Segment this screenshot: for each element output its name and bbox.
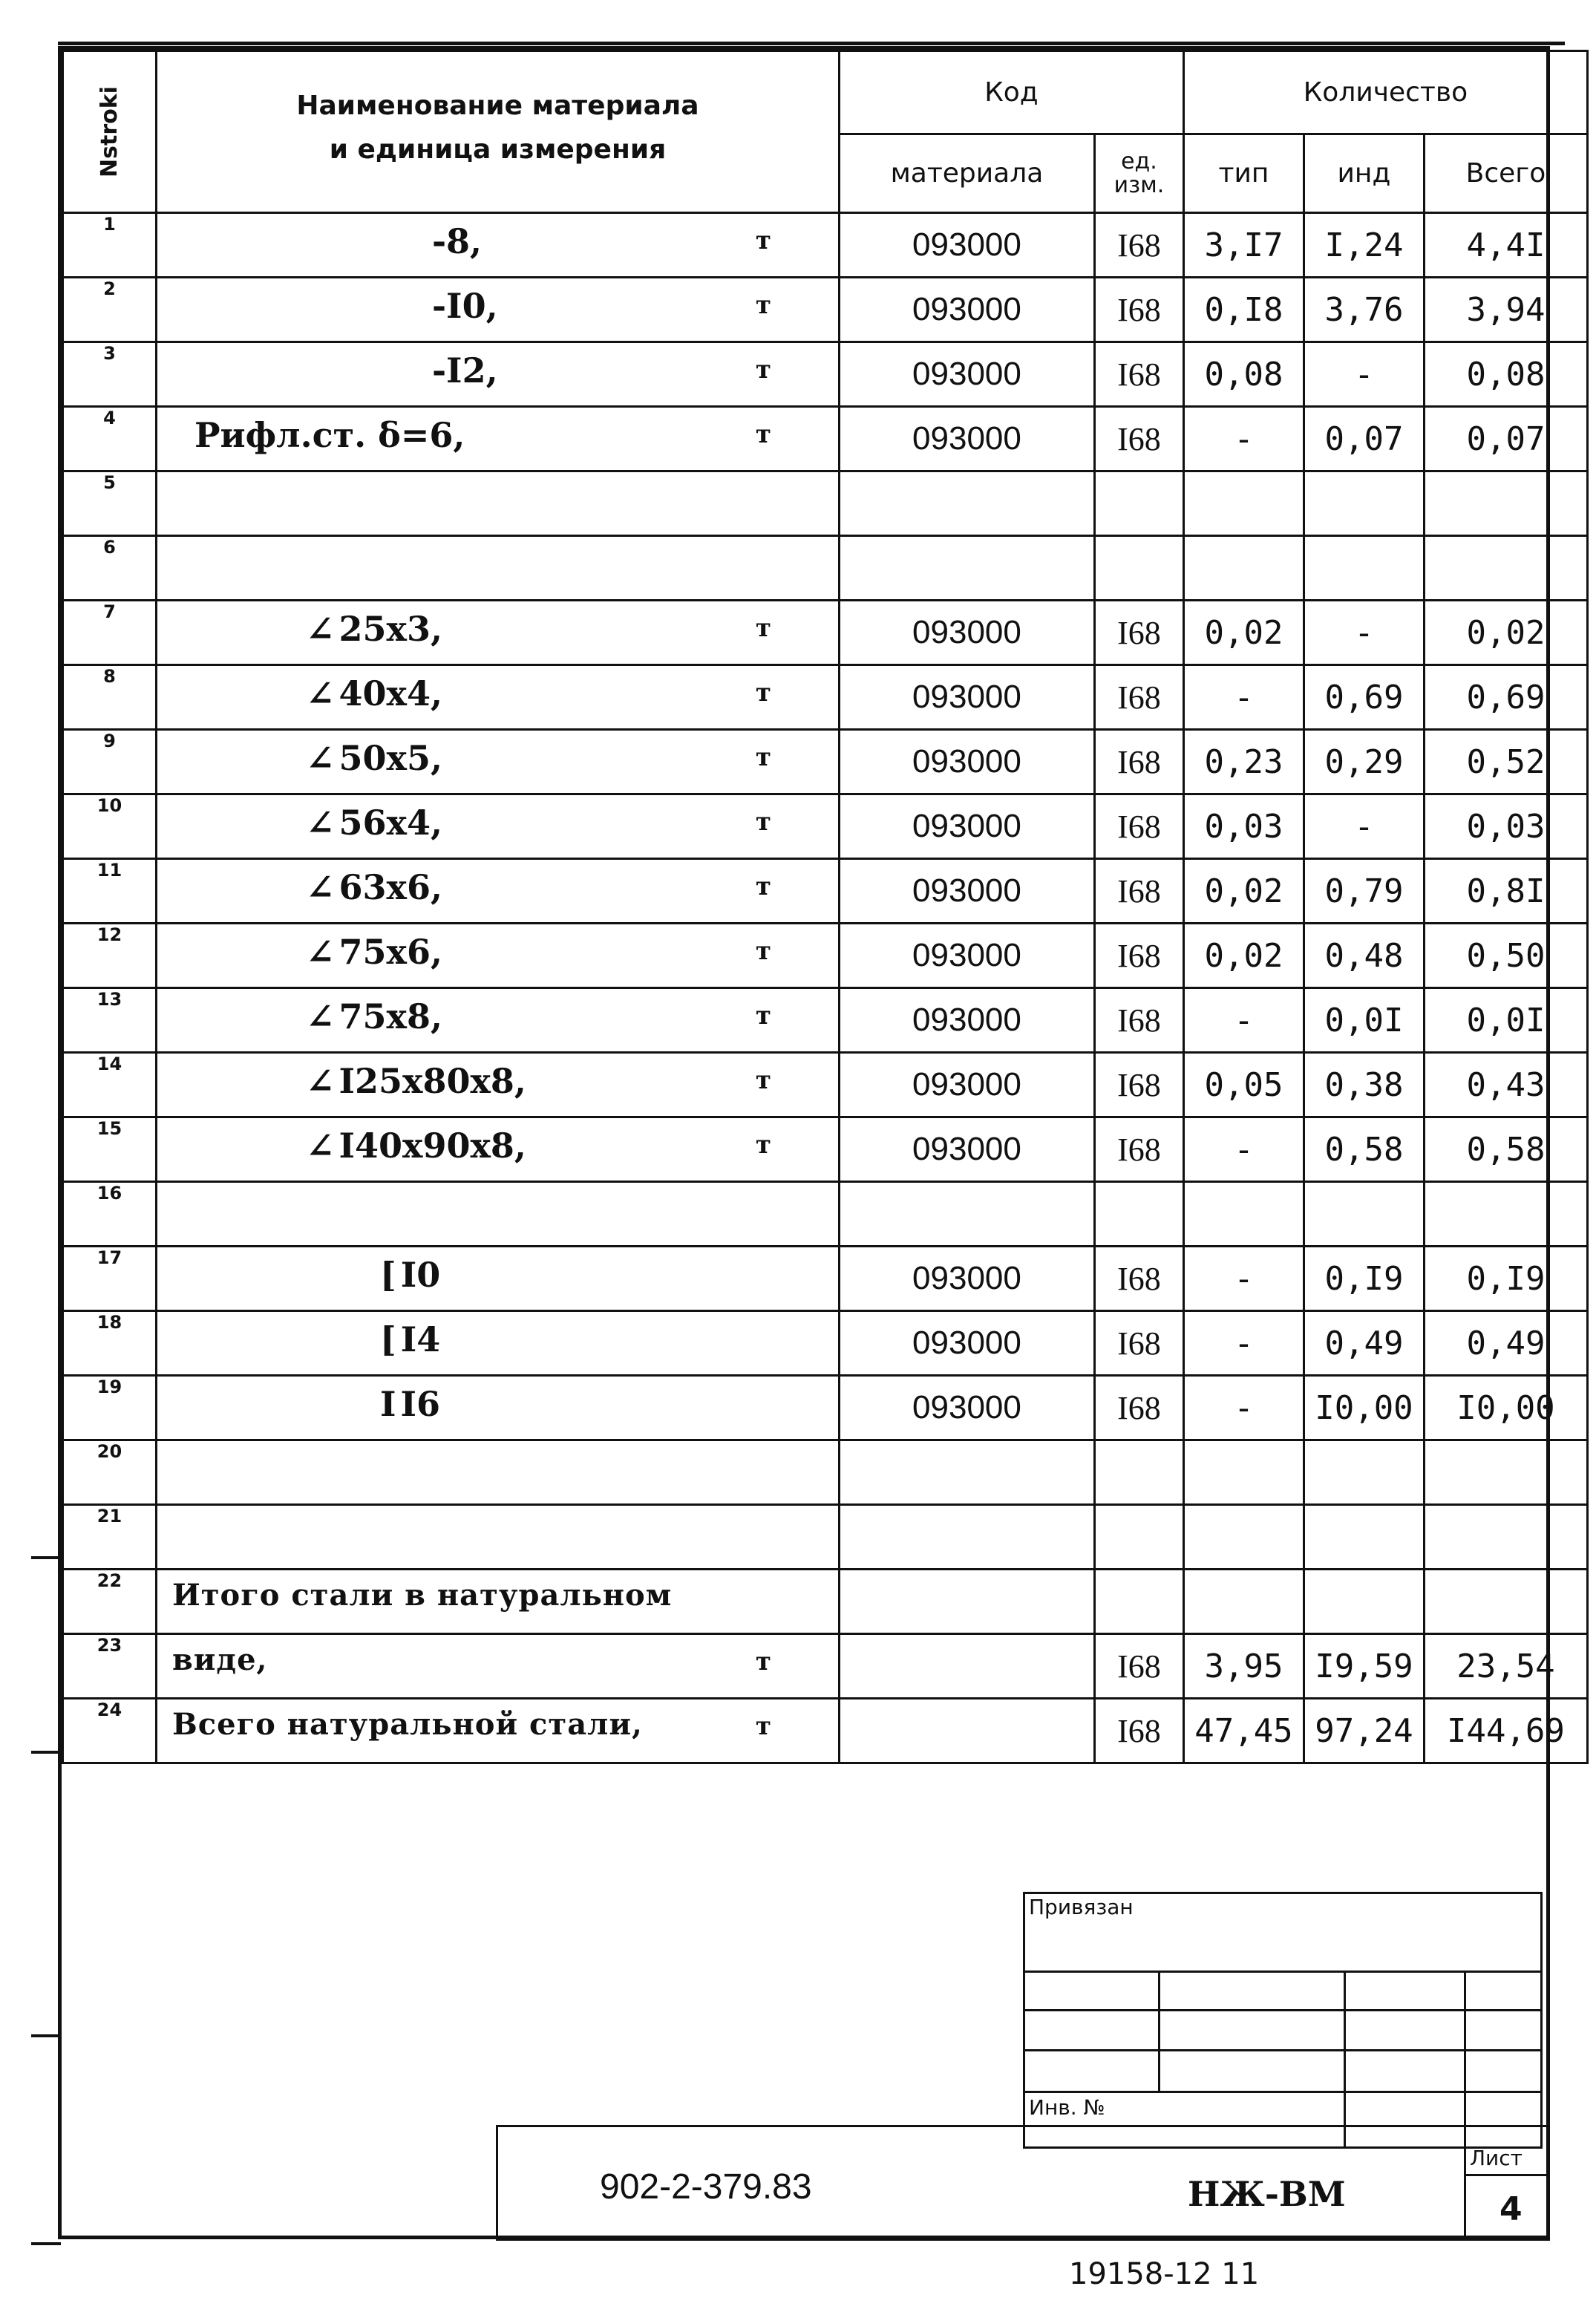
table-row bbox=[63, 1117, 1588, 1182]
unit-mark: т bbox=[755, 226, 771, 255]
unit-code: I68 bbox=[1094, 859, 1183, 924]
material-name bbox=[156, 1117, 839, 1182]
profile-symbol-icon: ∠ bbox=[305, 996, 335, 1036]
row-number: 14 bbox=[63, 1053, 157, 1117]
stamp-line bbox=[1158, 1970, 1160, 2091]
unit-code bbox=[1094, 471, 1183, 536]
material-code: 093000 bbox=[839, 601, 1094, 665]
material-code: 093000 bbox=[839, 278, 1094, 342]
qty-ind: 3,76 bbox=[1304, 278, 1424, 342]
unit-code: I68 bbox=[1094, 1376, 1183, 1440]
material-header: материала bbox=[839, 134, 1094, 213]
qty-typ: 3,95 bbox=[1183, 1634, 1304, 1699]
unit-header: ед. изм. bbox=[1094, 134, 1183, 213]
materials-table bbox=[62, 50, 1589, 1764]
row-number: 17 bbox=[63, 1247, 157, 1311]
qty-total: 0,52 bbox=[1424, 730, 1587, 794]
material-name bbox=[156, 601, 839, 665]
row-number: 6 bbox=[63, 536, 157, 601]
material-name bbox=[156, 1182, 839, 1247]
margin-tick bbox=[31, 2034, 61, 2037]
material-label: Рифл.ст. δ=6, bbox=[194, 415, 465, 455]
qty-ind bbox=[1304, 1570, 1424, 1634]
unit-mark: т bbox=[755, 936, 771, 966]
row-number: 3 bbox=[63, 342, 157, 407]
qty-total: 0,50 bbox=[1424, 924, 1587, 988]
code-header: Код bbox=[839, 51, 1183, 134]
qty-total: 0,02 bbox=[1424, 601, 1587, 665]
qty-typ: 0,03 bbox=[1183, 794, 1304, 859]
unit-mark: т bbox=[755, 419, 771, 449]
qty-ind bbox=[1304, 471, 1424, 536]
material-code: 093000 bbox=[839, 342, 1094, 407]
qty-total: I44,69 bbox=[1424, 1699, 1587, 1763]
title-block-divider bbox=[1464, 2174, 1550, 2176]
table-row bbox=[63, 601, 1588, 665]
qty-typ: - bbox=[1183, 1311, 1304, 1376]
material-label: 56x4, bbox=[339, 803, 442, 843]
unit-code: I68 bbox=[1094, 342, 1183, 407]
material-name bbox=[156, 1699, 839, 1763]
qty-total: 0,I9 bbox=[1424, 1247, 1587, 1311]
qty-total: 0,08 bbox=[1424, 342, 1587, 407]
top-border-line bbox=[58, 42, 1565, 45]
table-row bbox=[63, 213, 1588, 278]
qty-total: 23,54 bbox=[1424, 1634, 1587, 1699]
qty-ind: 0,48 bbox=[1304, 924, 1424, 988]
unit-mark: т bbox=[755, 1647, 771, 1676]
material-code: 093000 bbox=[839, 859, 1094, 924]
profile-symbol-icon: ∠ bbox=[305, 867, 335, 907]
material-name bbox=[156, 988, 839, 1053]
material-code: 093000 bbox=[839, 794, 1094, 859]
material-name bbox=[156, 278, 839, 342]
qty-ind: I0,00 bbox=[1304, 1376, 1424, 1440]
row-number: 2 bbox=[63, 278, 157, 342]
table-row bbox=[63, 407, 1588, 471]
material-name bbox=[156, 1376, 839, 1440]
row-number: 4 bbox=[63, 407, 157, 471]
row-number: 5 bbox=[63, 471, 157, 536]
table-row bbox=[63, 1505, 1588, 1570]
profile-symbol-icon: ∠ bbox=[305, 932, 335, 972]
qty-total: 4,4I bbox=[1424, 213, 1587, 278]
table-row bbox=[63, 1699, 1588, 1763]
material-code: 093000 bbox=[839, 988, 1094, 1053]
qty-ind: 97,24 bbox=[1304, 1699, 1424, 1763]
qty-typ bbox=[1183, 1505, 1304, 1570]
material-code bbox=[839, 1182, 1094, 1247]
qty-ind bbox=[1304, 1505, 1424, 1570]
qty-total: 0,49 bbox=[1424, 1311, 1587, 1376]
qty-ind: I9,59 bbox=[1304, 1634, 1424, 1699]
unit-mark: т bbox=[755, 1130, 771, 1160]
qty-typ: - bbox=[1183, 407, 1304, 471]
unit-code: I68 bbox=[1094, 1634, 1183, 1699]
unit-code bbox=[1094, 1182, 1183, 1247]
qty-ind bbox=[1304, 536, 1424, 601]
material-label: -I2, bbox=[431, 350, 498, 391]
unit-code: I68 bbox=[1094, 730, 1183, 794]
table-row bbox=[63, 1247, 1588, 1311]
table-row bbox=[63, 278, 1588, 342]
material-code bbox=[839, 1699, 1094, 1763]
material-label: I4 bbox=[400, 1319, 441, 1359]
material-name bbox=[156, 1440, 839, 1505]
unit-code: I68 bbox=[1094, 1053, 1183, 1117]
unit-mark: т bbox=[755, 1001, 771, 1031]
stamp-line bbox=[1464, 1970, 1466, 2149]
row-number: 16 bbox=[63, 1182, 157, 1247]
material-name bbox=[156, 1634, 839, 1699]
material-label: I40x90x8, bbox=[339, 1126, 526, 1166]
unit-code: I68 bbox=[1094, 601, 1183, 665]
qty-ind: I,24 bbox=[1304, 213, 1424, 278]
material-name bbox=[156, 1505, 839, 1570]
margin-tick bbox=[31, 1556, 61, 1559]
material-label: I25x80x8, bbox=[339, 1061, 526, 1101]
table-row bbox=[63, 1634, 1588, 1699]
unit-code: I68 bbox=[1094, 1699, 1183, 1763]
qty-typ: 0,05 bbox=[1183, 1053, 1304, 1117]
row-number: 19 bbox=[63, 1376, 157, 1440]
sheet-label: Лист bbox=[1470, 2146, 1523, 2170]
material-label: Итого стали в натуральном bbox=[171, 1578, 673, 1613]
unit-code bbox=[1094, 536, 1183, 601]
material-label: I6 bbox=[400, 1384, 441, 1424]
material-label: -I0, bbox=[431, 286, 498, 326]
ind-header: инд bbox=[1304, 134, 1424, 213]
unit-mark: т bbox=[755, 872, 771, 901]
qty-total bbox=[1424, 471, 1587, 536]
qty-total bbox=[1424, 1182, 1587, 1247]
qty-total: 3,94 bbox=[1424, 278, 1587, 342]
profile-symbol-icon: ∠ bbox=[305, 803, 335, 843]
profile-symbol-icon: I bbox=[379, 1384, 396, 1424]
unit-code bbox=[1094, 1570, 1183, 1634]
material-label: 25x3, bbox=[339, 609, 442, 649]
margin-tick bbox=[31, 2242, 61, 2245]
row-number: 21 bbox=[63, 1505, 157, 1570]
row-number: 12 bbox=[63, 924, 157, 988]
table-row bbox=[63, 471, 1588, 536]
material-name bbox=[156, 407, 839, 471]
qty-ind: 0,69 bbox=[1304, 665, 1424, 730]
qty-total: 0,0I bbox=[1424, 988, 1587, 1053]
row-number: 1 bbox=[63, 213, 157, 278]
material-name bbox=[156, 1247, 839, 1311]
table-row bbox=[63, 342, 1588, 407]
qty-total bbox=[1424, 1440, 1587, 1505]
material-label: 40x4, bbox=[339, 673, 442, 714]
qty-typ: 0,02 bbox=[1183, 859, 1304, 924]
table-row bbox=[63, 1311, 1588, 1376]
material-code bbox=[839, 471, 1094, 536]
material-label: 75x6, bbox=[339, 932, 442, 972]
unit-code: I68 bbox=[1094, 988, 1183, 1053]
row-number: 8 bbox=[63, 665, 157, 730]
qty-ind: 0,07 bbox=[1304, 407, 1424, 471]
material-code bbox=[839, 536, 1094, 601]
document-mark: НЖ-ВМ bbox=[1188, 2174, 1346, 2214]
qty-total: I0,00 bbox=[1424, 1376, 1587, 1440]
document-code: 902-2-379.83 bbox=[600, 2167, 812, 2207]
material-code: 093000 bbox=[839, 1376, 1094, 1440]
total-header: Всего bbox=[1424, 134, 1587, 213]
qty-total bbox=[1424, 1570, 1587, 1634]
qty-ind: 0,0I bbox=[1304, 988, 1424, 1053]
stamp-line bbox=[1344, 1970, 1346, 2149]
material-code: 093000 bbox=[839, 407, 1094, 471]
unit-code: I68 bbox=[1094, 924, 1183, 988]
table-row bbox=[63, 859, 1588, 924]
qty-typ: 0,02 bbox=[1183, 924, 1304, 988]
material-name bbox=[156, 859, 839, 924]
material-label: -8, bbox=[431, 221, 483, 261]
material-name bbox=[156, 924, 839, 988]
row-number: 11 bbox=[63, 859, 157, 924]
qty-ind: - bbox=[1304, 794, 1424, 859]
qty-typ bbox=[1183, 471, 1304, 536]
qty-total: 0,43 bbox=[1424, 1053, 1587, 1117]
unit-mark: т bbox=[755, 1065, 771, 1095]
profile-symbol-icon: ∠ bbox=[305, 1126, 335, 1166]
material-name bbox=[156, 665, 839, 730]
quantity-header: Количество bbox=[1183, 51, 1587, 134]
title-block-divider bbox=[1464, 2125, 1466, 2241]
unit-code: I68 bbox=[1094, 665, 1183, 730]
qty-ind: - bbox=[1304, 601, 1424, 665]
material-code: 093000 bbox=[839, 730, 1094, 794]
material-code bbox=[839, 1440, 1094, 1505]
row-number: 22 bbox=[63, 1570, 157, 1634]
name-header: Наименование материала и единица измерения bbox=[156, 51, 839, 213]
profile-symbol-icon: [ bbox=[379, 1255, 396, 1295]
material-label: 75x8, bbox=[339, 996, 442, 1036]
profile-symbol-icon: ∠ bbox=[305, 1061, 335, 1101]
qty-typ: - bbox=[1183, 988, 1304, 1053]
qty-total: 0,8I bbox=[1424, 859, 1587, 924]
material-name bbox=[156, 1311, 839, 1376]
qty-ind: 0,49 bbox=[1304, 1311, 1424, 1376]
qty-ind: 0,29 bbox=[1304, 730, 1424, 794]
unit-code: I68 bbox=[1094, 213, 1183, 278]
material-code: 093000 bbox=[839, 924, 1094, 988]
qty-typ: - bbox=[1183, 665, 1304, 730]
typ-header: тип bbox=[1183, 134, 1304, 213]
qty-ind: 0,38 bbox=[1304, 1053, 1424, 1117]
row-number: 10 bbox=[63, 794, 157, 859]
rows-header: Nstroki bbox=[63, 51, 157, 213]
qty-total: 0,58 bbox=[1424, 1117, 1587, 1182]
material-label: I0 bbox=[400, 1255, 441, 1295]
unit-code: I68 bbox=[1094, 1311, 1183, 1376]
row-number: 20 bbox=[63, 1440, 157, 1505]
unit-mark: т bbox=[755, 613, 771, 643]
row-number: 15 bbox=[63, 1117, 157, 1182]
material-name bbox=[156, 730, 839, 794]
qty-typ bbox=[1183, 536, 1304, 601]
material-name bbox=[156, 342, 839, 407]
unit-mark: т bbox=[755, 290, 771, 320]
table-row bbox=[63, 665, 1588, 730]
table-row bbox=[63, 1053, 1588, 1117]
qty-total bbox=[1424, 536, 1587, 601]
unit-code: I68 bbox=[1094, 407, 1183, 471]
row-number: 7 bbox=[63, 601, 157, 665]
material-code bbox=[839, 1570, 1094, 1634]
qty-typ bbox=[1183, 1570, 1304, 1634]
unit-mark: т bbox=[755, 807, 771, 837]
table-row bbox=[63, 988, 1588, 1053]
material-code: 093000 bbox=[839, 665, 1094, 730]
qty-ind: 0,58 bbox=[1304, 1117, 1424, 1182]
material-name bbox=[156, 536, 839, 601]
material-name bbox=[156, 1053, 839, 1117]
qty-typ: 0,I8 bbox=[1183, 278, 1304, 342]
unit-mark: т bbox=[755, 355, 771, 385]
qty-typ: - bbox=[1183, 1247, 1304, 1311]
unit-mark: т bbox=[755, 742, 771, 772]
qty-ind bbox=[1304, 1182, 1424, 1247]
qty-typ: 0,02 bbox=[1183, 601, 1304, 665]
profile-symbol-icon: [ bbox=[379, 1319, 396, 1359]
table-row bbox=[63, 1570, 1588, 1634]
material-name bbox=[156, 794, 839, 859]
material-name bbox=[156, 213, 839, 278]
table-row bbox=[63, 1376, 1588, 1440]
table-row bbox=[63, 1182, 1588, 1247]
table-row bbox=[63, 1440, 1588, 1505]
unit-code bbox=[1094, 1505, 1183, 1570]
qty-ind bbox=[1304, 1440, 1424, 1505]
table-row bbox=[63, 924, 1588, 988]
material-label: 50x5, bbox=[339, 738, 442, 778]
qty-typ: 47,45 bbox=[1183, 1699, 1304, 1763]
qty-typ: - bbox=[1183, 1376, 1304, 1440]
qty-total: 0,03 bbox=[1424, 794, 1587, 859]
material-label: 63x6, bbox=[339, 867, 442, 907]
profile-symbol-icon: ∠ bbox=[305, 738, 335, 778]
material-code: 093000 bbox=[839, 1247, 1094, 1311]
sheet-number: 4 bbox=[1499, 2190, 1523, 2228]
qty-typ: - bbox=[1183, 1117, 1304, 1182]
qty-typ: 0,08 bbox=[1183, 342, 1304, 407]
profile-symbol-icon: ∠ bbox=[305, 673, 335, 714]
qty-total: 0,69 bbox=[1424, 665, 1587, 730]
profile-symbol-icon: ∠ bbox=[305, 609, 335, 649]
table-row bbox=[63, 730, 1588, 794]
unit-mark: т bbox=[755, 678, 771, 708]
material-name bbox=[156, 1570, 839, 1634]
qty-typ bbox=[1183, 1182, 1304, 1247]
margin-tick bbox=[31, 1751, 61, 1754]
unit-mark: т bbox=[755, 1711, 771, 1741]
row-number: 18 bbox=[63, 1311, 157, 1376]
row-number: 24 bbox=[63, 1699, 157, 1763]
qty-typ bbox=[1183, 1440, 1304, 1505]
material-code bbox=[839, 1505, 1094, 1570]
qty-ind: 0,79 bbox=[1304, 859, 1424, 924]
material-code: 093000 bbox=[839, 1311, 1094, 1376]
material-code: 093000 bbox=[839, 1053, 1094, 1117]
qty-typ: 0,23 bbox=[1183, 730, 1304, 794]
table-row bbox=[63, 536, 1588, 601]
material-name bbox=[156, 471, 839, 536]
archive-number: 19158-12 11 bbox=[1069, 2257, 1260, 2291]
material-label: Всего натуральной стали, bbox=[171, 1707, 643, 1742]
table-row bbox=[63, 794, 1588, 859]
unit-code: I68 bbox=[1094, 278, 1183, 342]
inv-label: Инв. № bbox=[1029, 2095, 1105, 2120]
unit-code: I68 bbox=[1094, 1247, 1183, 1311]
row-number: 13 bbox=[63, 988, 157, 1053]
qty-typ: 3,I7 bbox=[1183, 213, 1304, 278]
qty-ind: 0,I9 bbox=[1304, 1247, 1424, 1311]
row-number: 9 bbox=[63, 730, 157, 794]
qty-total bbox=[1424, 1505, 1587, 1570]
unit-code: I68 bbox=[1094, 1117, 1183, 1182]
qty-ind: - bbox=[1304, 342, 1424, 407]
material-code: 093000 bbox=[839, 213, 1094, 278]
unit-code bbox=[1094, 1440, 1183, 1505]
unit-code: I68 bbox=[1094, 794, 1183, 859]
material-code bbox=[839, 1634, 1094, 1699]
qty-total: 0,07 bbox=[1424, 407, 1587, 471]
row-number: 23 bbox=[63, 1634, 157, 1699]
material-label: виде, bbox=[171, 1642, 268, 1677]
linked-label: Привязан bbox=[1029, 1895, 1134, 1919]
material-code: 093000 bbox=[839, 1117, 1094, 1182]
